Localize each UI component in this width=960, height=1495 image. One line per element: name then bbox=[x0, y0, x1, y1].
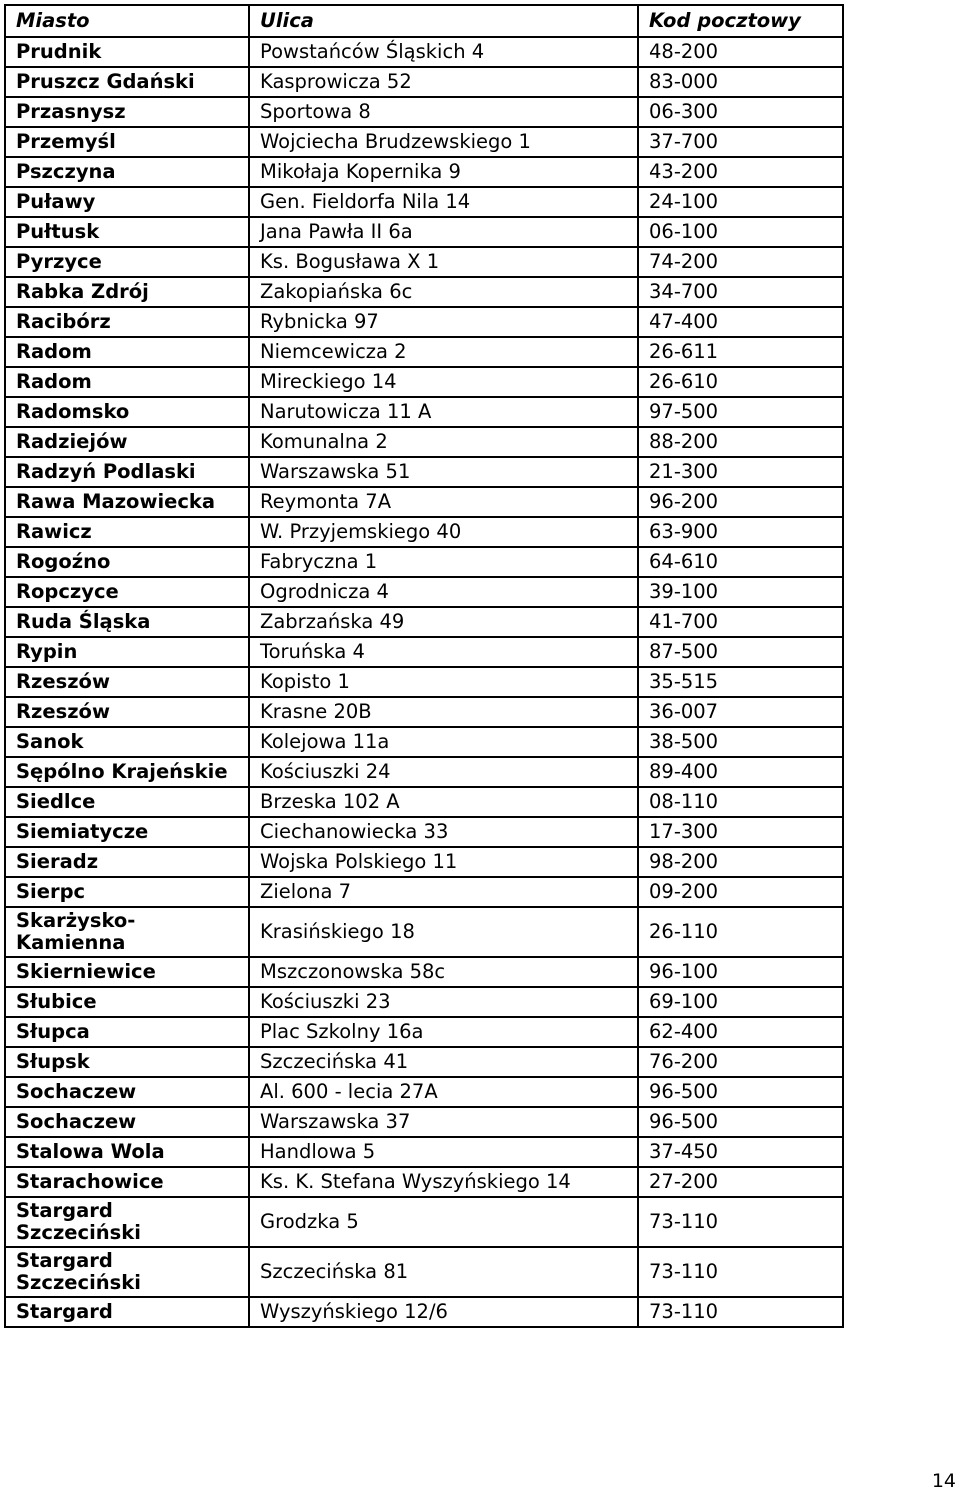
street-cell: Powstańców Śląskich 4 bbox=[249, 37, 638, 67]
street-cell: Handlowa 5 bbox=[249, 1137, 638, 1167]
city-cell: Skierniewice bbox=[5, 957, 249, 987]
city-cell: Radom bbox=[5, 367, 249, 397]
table-row bbox=[5, 1167, 843, 1197]
city-cell: Radziejów bbox=[5, 427, 249, 457]
header-row bbox=[5, 5, 843, 37]
postal-code-cell: 76-200 bbox=[638, 1047, 843, 1077]
postal-code-cell: 89-400 bbox=[638, 757, 843, 787]
postal-code-cell: 41-700 bbox=[638, 607, 843, 637]
street-cell: Mikołaja Kopernika 9 bbox=[249, 157, 638, 187]
table-row bbox=[5, 957, 843, 987]
street-cell: Krasińskiego 18 bbox=[249, 907, 638, 957]
table-row bbox=[5, 547, 843, 577]
city-cell: Stargard Szczeciński bbox=[5, 1247, 249, 1297]
street-cell: Zakopiańska 6c bbox=[249, 277, 638, 307]
table-row bbox=[5, 907, 843, 957]
table-row bbox=[5, 1107, 843, 1137]
street-cell: Mszczonowska 58c bbox=[249, 957, 638, 987]
city-cell: Rogoźno bbox=[5, 547, 249, 577]
street-cell: Mireckiego 14 bbox=[249, 367, 638, 397]
street-cell: Warszawska 37 bbox=[249, 1107, 638, 1137]
postal-code-cell: 24-100 bbox=[638, 187, 843, 217]
postal-code-cell: 62-400 bbox=[638, 1017, 843, 1047]
table-row bbox=[5, 667, 843, 697]
city-cell: Pułtusk bbox=[5, 217, 249, 247]
street-cell: Kasprowicza 52 bbox=[249, 67, 638, 97]
city-cell: Radzyń Podlaski bbox=[5, 457, 249, 487]
city-cell: Sanok bbox=[5, 727, 249, 757]
postal-code-cell: 97-500 bbox=[638, 397, 843, 427]
postal-code-cell: 83-000 bbox=[638, 67, 843, 97]
street-cell: Wojciecha Brudzewskiego 1 bbox=[249, 127, 638, 157]
street-cell: W. Przyjemskiego 40 bbox=[249, 517, 638, 547]
postal-code-cell: 69-100 bbox=[638, 987, 843, 1017]
street-cell: Toruńska 4 bbox=[249, 637, 638, 667]
table-body bbox=[5, 37, 843, 1327]
table-row bbox=[5, 157, 843, 187]
postal-code-cell: 06-300 bbox=[638, 97, 843, 127]
city-cell: Sępólno Krajeńskie bbox=[5, 757, 249, 787]
table-row bbox=[5, 757, 843, 787]
street-cell: Zabrzańska 49 bbox=[249, 607, 638, 637]
city-cell: Sierpc bbox=[5, 877, 249, 907]
city-cell: Rabka Zdrój bbox=[5, 277, 249, 307]
city-cell: Radom bbox=[5, 337, 249, 367]
street-cell: Jana Pawła II 6a bbox=[249, 217, 638, 247]
street-cell: Kościuszki 23 bbox=[249, 987, 638, 1017]
table-row bbox=[5, 457, 843, 487]
postal-code-cell: 47-400 bbox=[638, 307, 843, 337]
table-row bbox=[5, 37, 843, 67]
table-row bbox=[5, 1197, 843, 1247]
table-row bbox=[5, 307, 843, 337]
table-row bbox=[5, 517, 843, 547]
table-row bbox=[5, 1247, 843, 1297]
postal-code-cell: 74-200 bbox=[638, 247, 843, 277]
table-row bbox=[5, 607, 843, 637]
city-cell: Rzeszów bbox=[5, 667, 249, 697]
city-cell: Ropczyce bbox=[5, 577, 249, 607]
postal-code-cell: 27-200 bbox=[638, 1167, 843, 1197]
city-cell: Stargard Szczeciński bbox=[5, 1197, 249, 1247]
table-row bbox=[5, 1297, 843, 1327]
table-row bbox=[5, 1077, 843, 1107]
city-cell: Rawicz bbox=[5, 517, 249, 547]
street-cell: Fabryczna 1 bbox=[249, 547, 638, 577]
city-cell: Sochaczew bbox=[5, 1107, 249, 1137]
city-cell: Pyrzyce bbox=[5, 247, 249, 277]
street-cell: Komunalna 2 bbox=[249, 427, 638, 457]
table-row bbox=[5, 697, 843, 727]
table-row bbox=[5, 427, 843, 457]
street-cell: Ogrodnicza 4 bbox=[249, 577, 638, 607]
header-city: Miasto bbox=[5, 5, 249, 37]
postal-code-cell: 96-500 bbox=[638, 1107, 843, 1137]
street-cell: Al. 600 - lecia 27A bbox=[249, 1077, 638, 1107]
header-postal-code: Kod pocztowy bbox=[638, 5, 843, 37]
city-cell: Przasnysz bbox=[5, 97, 249, 127]
street-cell: Narutowicza 11 A bbox=[249, 397, 638, 427]
postal-code-cell: 09-200 bbox=[638, 877, 843, 907]
street-cell: Wyszyńskiego 12/6 bbox=[249, 1297, 638, 1327]
postal-code-cell: 08-110 bbox=[638, 787, 843, 817]
street-cell: Kopisto 1 bbox=[249, 667, 638, 697]
street-cell: Kościuszki 24 bbox=[249, 757, 638, 787]
street-cell: Warszawska 51 bbox=[249, 457, 638, 487]
table-row bbox=[5, 367, 843, 397]
table-row bbox=[5, 787, 843, 817]
postal-code-cell: 37-700 bbox=[638, 127, 843, 157]
city-cell: Sochaczew bbox=[5, 1077, 249, 1107]
city-cell: Słupca bbox=[5, 1017, 249, 1047]
postal-code-cell: 26-611 bbox=[638, 337, 843, 367]
postal-code-cell: 96-200 bbox=[638, 487, 843, 517]
postal-code-cell: 21-300 bbox=[638, 457, 843, 487]
address-table bbox=[4, 4, 844, 1328]
postal-code-cell: 87-500 bbox=[638, 637, 843, 667]
city-cell: Siedlce bbox=[5, 787, 249, 817]
street-cell: Rybnicka 97 bbox=[249, 307, 638, 337]
street-cell: Plac Szkolny 16a bbox=[249, 1017, 638, 1047]
postal-code-cell: 26-610 bbox=[638, 367, 843, 397]
postal-code-cell: 35-515 bbox=[638, 667, 843, 697]
postal-code-cell: 17-300 bbox=[638, 817, 843, 847]
city-cell: Pruszcz Gdański bbox=[5, 67, 249, 97]
table-row bbox=[5, 727, 843, 757]
postal-code-cell: 96-500 bbox=[638, 1077, 843, 1107]
postal-code-cell: 64-610 bbox=[638, 547, 843, 577]
postal-code-cell: 63-900 bbox=[638, 517, 843, 547]
postal-code-cell: 36-007 bbox=[638, 697, 843, 727]
street-cell: Szczecińska 41 bbox=[249, 1047, 638, 1077]
city-cell: Starachowice bbox=[5, 1167, 249, 1197]
header-street: Ulica bbox=[249, 5, 638, 37]
table-header bbox=[5, 5, 843, 37]
city-cell: Przemyśl bbox=[5, 127, 249, 157]
street-cell: Reymonta 7A bbox=[249, 487, 638, 517]
street-cell: Niemcewicza 2 bbox=[249, 337, 638, 367]
table-row bbox=[5, 1047, 843, 1077]
city-cell: Rawa Mazowiecka bbox=[5, 487, 249, 517]
street-cell: Sportowa 8 bbox=[249, 97, 638, 127]
city-cell: Rzeszów bbox=[5, 697, 249, 727]
postal-code-cell: 37-450 bbox=[638, 1137, 843, 1167]
table-row bbox=[5, 397, 843, 427]
street-cell: Wojska Polskiego 11 bbox=[249, 847, 638, 877]
postal-code-cell: 73-110 bbox=[638, 1247, 843, 1297]
city-cell: Stalowa Wola bbox=[5, 1137, 249, 1167]
street-cell: Ks. Bogusława X 1 bbox=[249, 247, 638, 277]
street-cell: Ks. K. Stefana Wyszyńskiego 14 bbox=[249, 1167, 638, 1197]
street-cell: Gen. Fieldorfa Nila 14 bbox=[249, 187, 638, 217]
city-cell: Słupsk bbox=[5, 1047, 249, 1077]
city-cell: Prudnik bbox=[5, 37, 249, 67]
table-row bbox=[5, 127, 843, 157]
city-cell: Rypin bbox=[5, 637, 249, 667]
table-row bbox=[5, 277, 843, 307]
city-cell: Ruda Śląska bbox=[5, 607, 249, 637]
table-row bbox=[5, 847, 843, 877]
table-row bbox=[5, 817, 843, 847]
postal-code-cell: 38-500 bbox=[638, 727, 843, 757]
table-row bbox=[5, 1137, 843, 1167]
table-row bbox=[5, 67, 843, 97]
postal-code-cell: 96-100 bbox=[638, 957, 843, 987]
city-cell: Radomsko bbox=[5, 397, 249, 427]
street-cell: Ciechanowiecka 33 bbox=[249, 817, 638, 847]
table-row bbox=[5, 877, 843, 907]
table-row bbox=[5, 1017, 843, 1047]
table-row bbox=[5, 187, 843, 217]
street-cell: Grodzka 5 bbox=[249, 1197, 638, 1247]
postal-code-cell: 98-200 bbox=[638, 847, 843, 877]
city-cell: Stargard bbox=[5, 1297, 249, 1327]
table-row bbox=[5, 247, 843, 277]
city-cell: Sieradz bbox=[5, 847, 249, 877]
table-row bbox=[5, 217, 843, 247]
street-cell: Szczecińska 81 bbox=[249, 1247, 638, 1297]
city-cell: Racibórz bbox=[5, 307, 249, 337]
city-cell: Skarżysko-Kamienna bbox=[5, 907, 249, 957]
table-row bbox=[5, 337, 843, 367]
table-row bbox=[5, 97, 843, 127]
table-row bbox=[5, 577, 843, 607]
street-cell: Brzeska 102 A bbox=[249, 787, 638, 817]
postal-code-cell: 34-700 bbox=[638, 277, 843, 307]
postal-code-cell: 06-100 bbox=[638, 217, 843, 247]
street-cell: Krasne 20B bbox=[249, 697, 638, 727]
street-cell: Kolejowa 11a bbox=[249, 727, 638, 757]
postal-code-cell: 73-110 bbox=[638, 1197, 843, 1247]
table-row bbox=[5, 987, 843, 1017]
postal-code-cell: 43-200 bbox=[638, 157, 843, 187]
postal-code-cell: 26-110 bbox=[638, 907, 843, 957]
city-cell: Siemiatycze bbox=[5, 817, 249, 847]
postal-code-cell: 39-100 bbox=[638, 577, 843, 607]
city-cell: Słubice bbox=[5, 987, 249, 1017]
postal-code-cell: 73-110 bbox=[638, 1297, 843, 1327]
city-cell: Puławy bbox=[5, 187, 249, 217]
postal-code-cell: 48-200 bbox=[638, 37, 843, 67]
table-row bbox=[5, 487, 843, 517]
street-cell: Zielona 7 bbox=[249, 877, 638, 907]
page-number: 14 bbox=[931, 1470, 956, 1492]
city-cell: Pszczyna bbox=[5, 157, 249, 187]
postal-code-cell: 88-200 bbox=[638, 427, 843, 457]
table-row bbox=[5, 637, 843, 667]
